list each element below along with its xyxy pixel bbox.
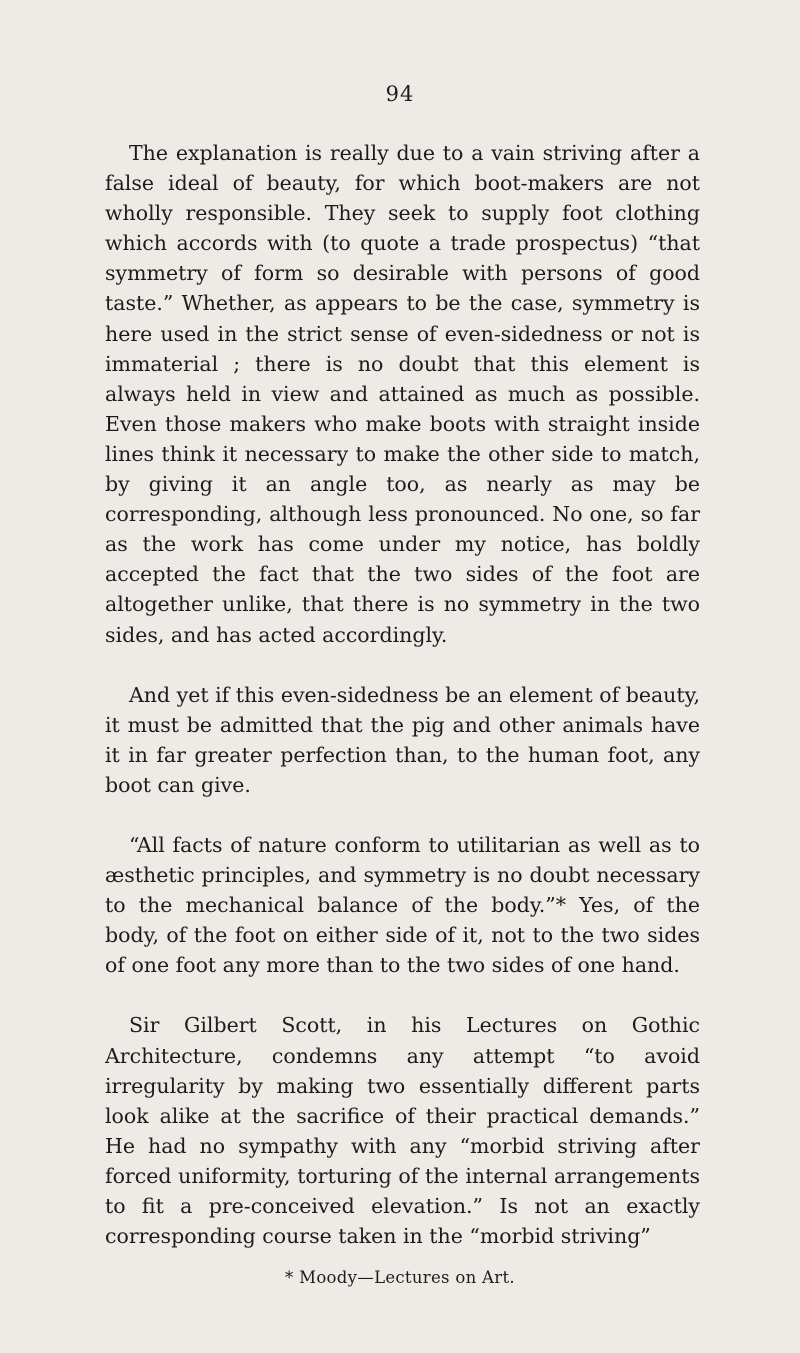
paragraph-2: And yet if this even-sidedness be an element of beauty, it must be admitted that the pig and other animals have it in far greater perfection than, to the human foot, any boot can give.: [105, 682, 700, 797]
paragraph-3: “All facts of nature conform to utilitarian as well as to æsthetic principles, and symmetry is no doubt necessary to the mechanical balance of the body.”* Yes, of the body, of the foot on either side of it, not to the two sides of one foot any more than to the two sides of one hand.: [105, 832, 700, 978]
body-text: [105, 138, 700, 1251]
paragraph-1: The explanation is really due to a vain striving after a false ideal of beauty, for which boot-makers are not wholly responsible. They seek to supply foot clothing which accords with (to quote a trade prospectus) “that symmetry of form so desirable with persons of good taste.” Whether, as appears to be the case, symmetry is here used in the strict sense of even-sidedness or not is immaterial ; there is no doubt that this element is always held in view and attained as much as possible. Even those makers who make boots with straight inside lines think it necessary to make the other side to match, by giving it an angle too, as nearly as may be corresponding, although less pronounced. No one, so far as the work has come under my notice, has boldly accepted the fact that the two sides of the foot are altogether unlike, that there is no symmetry in the two sides, and has acted accordingly.: [105, 141, 700, 647]
paragraph-4: Sir Gilbert Scott, in his Lectures on Gothic Architecture, condemns any attempt “to avoid irregularity by making two essentially different parts look alike at the sacrifice of their practical demands.” He had no sympathy with any “morbid striving after forced uniformity, torturing of the internal arrangements to fit a pre-conceived elevation.” Is not an exactly corresponding course taken in the “morbid striving”: [105, 1013, 700, 1249]
page-number: 94: [385, 82, 415, 106]
footnote: * Moody—Lectures on Art.: [285, 1268, 515, 1287]
